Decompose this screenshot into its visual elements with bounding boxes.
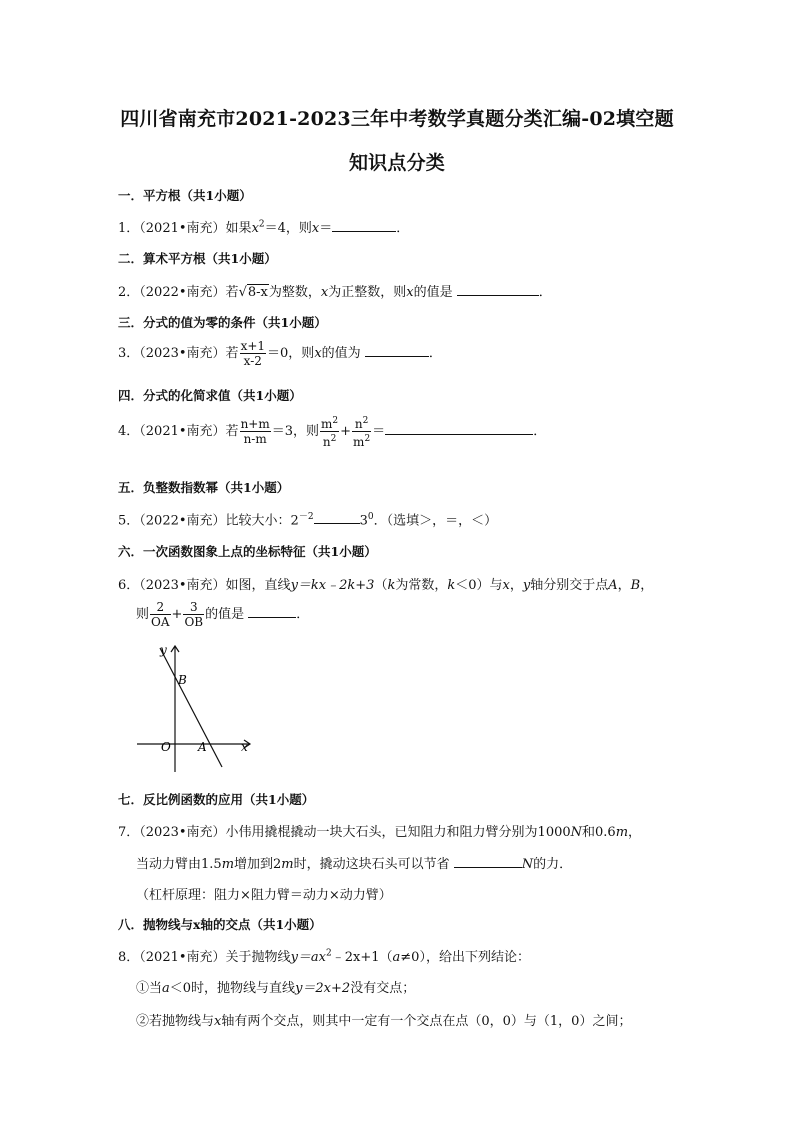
answer-blank[interactable] bbox=[332, 218, 396, 232]
math-var: x bbox=[214, 1014, 222, 1029]
math-var: a bbox=[162, 981, 170, 996]
question-text: 3 bbox=[359, 513, 368, 529]
question-text: ． bbox=[533, 424, 547, 439]
question-text: 时，撬动这块石头可以节省 bbox=[293, 857, 450, 872]
answer-blank[interactable] bbox=[248, 604, 296, 618]
point-b-label: B bbox=[178, 673, 187, 687]
question-text: ＝ bbox=[319, 221, 333, 236]
exponent: 2 bbox=[326, 948, 332, 959]
conclusion-1 bbox=[136, 977, 415, 996]
section-heading-3: 三．分式的值为零的条件（共1小题） bbox=[118, 315, 327, 330]
denominator: n-m bbox=[243, 432, 267, 446]
operator: + bbox=[171, 607, 183, 622]
math-var: N bbox=[521, 857, 534, 872]
page-subtitle: 知识点分类 bbox=[348, 152, 445, 174]
fraction bbox=[240, 339, 266, 368]
question-text: ＝4，则 bbox=[264, 221, 312, 236]
question-1 bbox=[118, 217, 409, 236]
question-source: （2021•南充） bbox=[139, 950, 226, 965]
question-text: 的力． bbox=[533, 857, 573, 872]
question-text: 当动力臂由1.5 bbox=[136, 857, 222, 872]
math-var: x bbox=[251, 221, 259, 236]
question-text: 小伟用撬棍撬动一块大石头，已知阻力和阻力臂分别为1000 bbox=[225, 825, 571, 840]
question-text: ． bbox=[396, 221, 410, 236]
math-var: x bbox=[502, 578, 510, 593]
exponent: 2 bbox=[258, 219, 265, 230]
math-var: n bbox=[354, 417, 363, 431]
math-var: y bbox=[522, 578, 531, 593]
numerator: 2 bbox=[150, 600, 171, 615]
question-number: 2． bbox=[118, 285, 140, 300]
question-text: 的值是 bbox=[205, 607, 245, 622]
question-number: 7． bbox=[118, 825, 140, 840]
exponent: 2 bbox=[364, 434, 371, 444]
equation: y＝ax bbox=[290, 950, 326, 965]
answer-blank[interactable] bbox=[457, 282, 539, 296]
question-text: 为整数， bbox=[268, 285, 321, 300]
question-text: ＜0）与 bbox=[455, 578, 503, 593]
question-number: 4． bbox=[118, 424, 140, 439]
section-heading-5: 五．负整数指数幂（共1小题） bbox=[118, 480, 290, 495]
math-var: A bbox=[608, 578, 618, 593]
question-text: 关于抛物线 bbox=[225, 950, 291, 965]
question-text: 若 bbox=[225, 346, 239, 361]
question-4 bbox=[118, 414, 546, 449]
question-text: 的值为 bbox=[321, 346, 361, 361]
math-var: m bbox=[281, 857, 294, 872]
question-7-line-2 bbox=[136, 853, 572, 872]
question-text: 的值是 bbox=[413, 285, 453, 300]
equation: y＝2x+2 bbox=[295, 981, 351, 996]
y-axis-label: y bbox=[160, 643, 167, 657]
denominator: x-2 bbox=[243, 354, 262, 368]
question-text: 没有交点； bbox=[350, 981, 416, 996]
question-text: 如图，直线 bbox=[225, 578, 291, 593]
denominator: OB bbox=[184, 615, 204, 629]
question-text: 若 bbox=[225, 285, 239, 300]
fraction bbox=[240, 417, 271, 446]
question-8 bbox=[118, 946, 530, 965]
point-a-label: A bbox=[198, 740, 207, 754]
answer-blank[interactable] bbox=[365, 343, 429, 357]
question-text: ＝3，则 bbox=[271, 424, 320, 439]
question-5 bbox=[118, 509, 497, 528]
math-var: k bbox=[447, 578, 456, 593]
question-text: 若 bbox=[225, 424, 239, 439]
question-source: （2022•南充） bbox=[139, 285, 226, 300]
question-source: （2023•南充） bbox=[139, 346, 226, 361]
question-source: （2021•南充） bbox=[139, 424, 226, 439]
denominator: OA bbox=[151, 615, 170, 629]
denominator bbox=[352, 432, 371, 449]
question-7-line-3: （杠杆原理：阻力×阻力臂＝动力×动力臂） bbox=[136, 888, 392, 903]
question-text: 为正整数，则 bbox=[328, 285, 407, 300]
question-text: 比较大小：2 bbox=[225, 513, 299, 529]
question-text: ． bbox=[296, 607, 310, 622]
math-var: x bbox=[320, 285, 329, 300]
section-heading-2: 二．算术平方根（共1小题） bbox=[118, 251, 277, 266]
question-text: ， bbox=[617, 578, 631, 593]
question-2 bbox=[118, 281, 552, 300]
math-var: m bbox=[615, 825, 629, 840]
fraction bbox=[320, 414, 339, 449]
answer-blank[interactable] bbox=[314, 510, 360, 524]
numerator: n+m bbox=[240, 417, 270, 431]
x-axis-label: x bbox=[241, 740, 248, 754]
question-number: 3． bbox=[118, 346, 140, 361]
math-var: a bbox=[392, 950, 401, 965]
sqrt-symbol: √ bbox=[238, 285, 247, 300]
question-text: ＝ bbox=[372, 424, 386, 439]
question-text: 增加到2 bbox=[234, 857, 282, 872]
question-text: ， bbox=[628, 825, 642, 840]
question-number: 1． bbox=[118, 221, 140, 236]
question-number: 6． bbox=[118, 578, 140, 593]
question-3 bbox=[118, 339, 442, 368]
coordinate-figure bbox=[130, 640, 260, 775]
question-number: 5． bbox=[118, 513, 140, 529]
section-heading-6: 六．一次函数图象上点的坐标特征（共1小题） bbox=[118, 544, 377, 559]
question-text: ﹣2x+1（ bbox=[331, 950, 393, 965]
numerator: 3 bbox=[183, 600, 204, 615]
question-text: 如果 bbox=[225, 221, 252, 236]
question-6 bbox=[118, 574, 653, 593]
math-var: n bbox=[322, 435, 331, 449]
question-text: ． bbox=[428, 346, 442, 361]
question-text: 和0.6 bbox=[582, 825, 616, 840]
answer-blank[interactable] bbox=[385, 421, 533, 435]
math-var: k bbox=[387, 578, 396, 593]
question-text: ． bbox=[538, 285, 552, 300]
section-heading-1: 一．平方根（共1小题） bbox=[118, 188, 252, 203]
question-7 bbox=[118, 821, 641, 840]
conclusion-2 bbox=[136, 1010, 631, 1029]
question-text: ．（选填＞，＝，＜） bbox=[373, 513, 498, 529]
question-text: ≠0），给出下列结论： bbox=[400, 950, 530, 965]
math-var: x bbox=[406, 285, 414, 300]
denominator bbox=[320, 432, 339, 449]
radicand: 8-x bbox=[247, 285, 268, 300]
math-var: B bbox=[630, 578, 641, 593]
question-source: （2021•南充） bbox=[139, 221, 226, 236]
question-6-line-2 bbox=[136, 600, 309, 629]
question-text: （ bbox=[374, 578, 388, 593]
exponent: －2 bbox=[298, 512, 314, 522]
question-text: ＜0时，抛物线与直线 bbox=[169, 981, 296, 996]
question-text: ＝0，则 bbox=[267, 346, 315, 361]
math-var: m bbox=[221, 857, 235, 872]
numerator bbox=[352, 414, 371, 432]
math-var: x bbox=[314, 346, 322, 361]
exponent: 2 bbox=[362, 416, 369, 426]
equation: y＝kx﹣2k+3 bbox=[290, 578, 375, 593]
math-var: m bbox=[321, 417, 333, 431]
question-text: 轴有两个交点，则其中一定有一个交点在点（0，0）与（1，0）之间； bbox=[221, 1014, 632, 1029]
question-text: ， bbox=[509, 578, 523, 593]
numerator: x+1 bbox=[240, 339, 266, 353]
numerator bbox=[320, 414, 339, 432]
exponent: 0 bbox=[367, 512, 374, 522]
section-heading-8: 八．抛物线与x轴的交点（共1小题） bbox=[118, 917, 322, 932]
question-text: 则 bbox=[136, 607, 150, 622]
exponent: 2 bbox=[330, 434, 337, 444]
question-source: （2022•南充） bbox=[139, 513, 226, 529]
question-text: 为常数， bbox=[395, 578, 448, 593]
question-text: ②若抛物线与 bbox=[136, 1014, 215, 1029]
answer-blank[interactable] bbox=[454, 854, 522, 868]
page-title: 四川省南充市2021-2023三年中考数学真题分类汇编-02填空题 bbox=[120, 108, 674, 130]
question-text: ①当 bbox=[136, 981, 163, 996]
fraction bbox=[150, 600, 171, 629]
question-text: 轴分别交于点 bbox=[530, 578, 609, 593]
question-source: （2023•南充） bbox=[139, 578, 226, 593]
math-var: N bbox=[570, 825, 583, 840]
operator: + bbox=[340, 424, 352, 439]
math-var: m bbox=[353, 435, 365, 449]
fraction bbox=[183, 600, 204, 629]
origin-label: O bbox=[161, 740, 171, 754]
section-heading-7: 七．反比例函数的应用（共1小题） bbox=[118, 792, 315, 807]
question-source: （2023•南充） bbox=[139, 825, 226, 840]
question-number: 8． bbox=[118, 950, 140, 965]
fraction bbox=[352, 414, 371, 449]
exponent: 2 bbox=[332, 416, 339, 426]
section-heading-4: 四．分式的化简求值（共1小题） bbox=[118, 388, 302, 403]
question-text: ， bbox=[640, 578, 654, 593]
math-var: x bbox=[311, 221, 320, 236]
